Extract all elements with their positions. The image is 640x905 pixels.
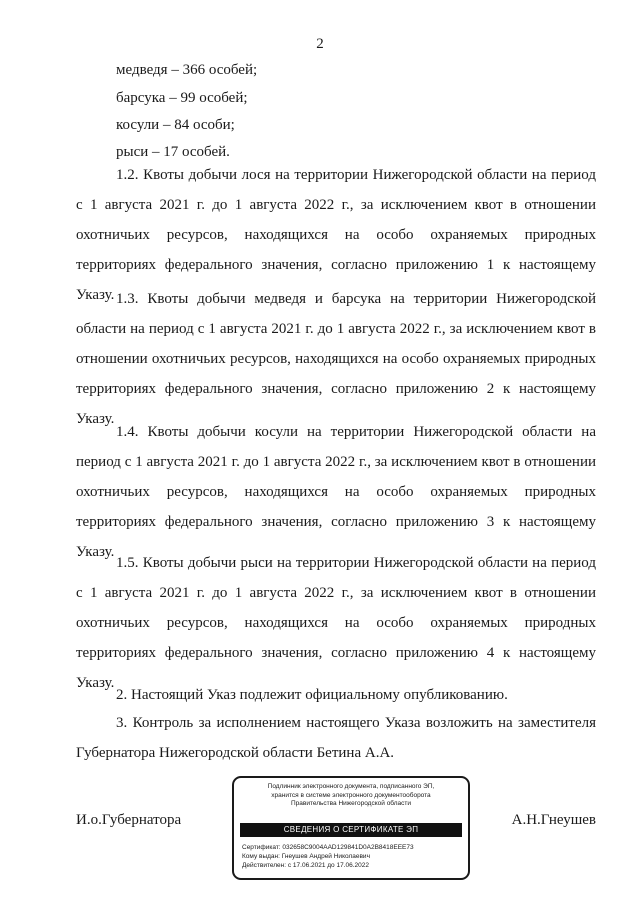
electronic-signature-stamp (232, 776, 470, 880)
stamp-issued-to: Кому выдан: Гнеушев Андрей Николаевич (242, 853, 370, 860)
signatory-position: И.о.Губернатора (76, 812, 182, 828)
paragraph-3: 3. Контроль за исполнением настоящего Указа возложить на заместителя Губернатора Нижегородской области Бетина А.А. (76, 715, 596, 761)
list-item: медведя – 366 особей; (116, 62, 258, 78)
stamp-header-line: Подлинник электронного документа, подписанного ЭП, (267, 783, 435, 790)
paragraph-2: 2. Настоящий Указ подлежит официальному опубликованию. (116, 687, 508, 703)
stamp-certificate-title: СВЕДЕНИЯ О СЕРТИФИКАТЕ ЭП (240, 823, 462, 837)
paragraph-1-3: 1.3. Квоты добычи медведя и барсука на территории Нижегородской области на период с 1 августа 2021 г. до 1 августа 2022 г., за исключением квот в отношении охотничьих ресурсов, находящихся на особо охраняемых природных территориях федерального значения, согласно приложению 2 к настоящему Указу. (76, 291, 596, 427)
stamp-certificate-number: Сертификат: 032658C9004AAD129841D0A2B8418EEE73 (242, 844, 414, 851)
stamp-header-line: хранится в системе электронного документооборота (271, 791, 431, 799)
list-item: барсука – 99 особей; (116, 90, 248, 106)
stamp-header-line: Правительства Нижегородской области (290, 800, 412, 807)
page-number: 2 (316, 36, 324, 52)
paragraph-1-4: 1.4. Квоты добычи косули на территории Нижегородской области на период с 1 августа 2021 г. до 1 августа 2022 г., за исключением квот в отношении охотничьих ресурсов, находящихся на особо охраняемых природных территориях федерального значения, согласно приложению 3 к настоящему Указу. (76, 424, 596, 560)
paragraph-1-2: 1.2. Квоты добычи лося на территории Нижегородской области на период с 1 августа 2021 г. до 1 августа 2022 г., за исключением квот в отношении охотничьих ресурсов, находящихся на особо охраняемых природных территориях федерального значения, согласно приложению 1 к настоящему Указу. (76, 167, 596, 303)
paragraph-1-5: 1.5. Квоты добычи рыси на территории Нижегородской области на период с 1 августа 2021 г. до 1 августа 2022 г., за исключением квот в отношении охотничьих ресурсов, находящихся на особо охраняемых природных территориях федерального значения, согласно приложению 4 к настоящему Указу. (76, 555, 596, 691)
stamp-header (240, 783, 462, 809)
list-item: косули – 84 особи; (116, 117, 235, 133)
signatory-name: А.Н.Гнеушев (511, 812, 596, 828)
stamp-validity: Действителен: с 17.06.2021 до 17.06.2022 (242, 862, 370, 869)
list-item: рыси – 17 особей. (116, 144, 230, 160)
